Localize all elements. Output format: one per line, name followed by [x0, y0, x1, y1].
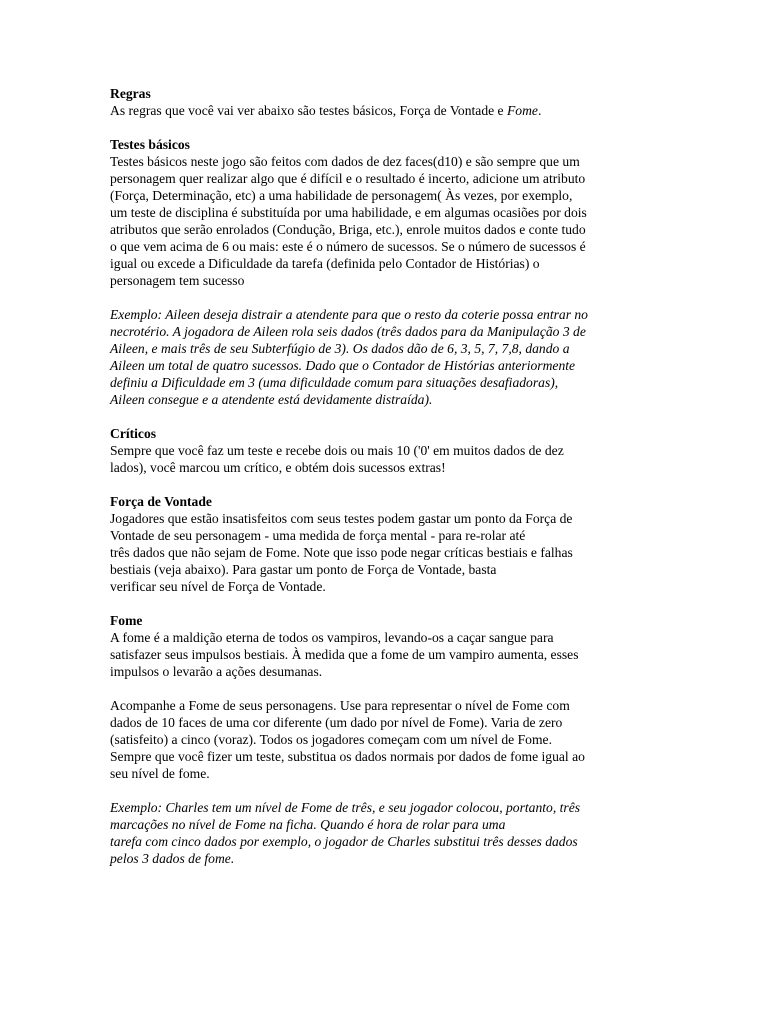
forca-line: verificar seu nível de Força de Vontade. — [110, 579, 326, 594]
exemplo-aileen-line: Aileen, e mais três de seu Subterfúgio de 3). Os dados dão de 6, 3, 5, 7, 7,8, dando a — [110, 341, 570, 356]
testes-line: (Força, Determinação, etc) a uma habilidade de personagem( Às vezes, por exemplo, — [110, 188, 573, 203]
heading-regras: Regras — [110, 86, 151, 101]
section-exemplo-charles — [110, 799, 660, 867]
testes-line: atributos que serão enrolados (Condução, Briga, etc.), enrole muitos dados e conte tudo — [110, 222, 586, 237]
fome-line: seu nível de fome. — [110, 766, 210, 781]
testes-line: personagem quer realizar algo que é difícil e o resultado é incerto, adicione um atributo — [110, 171, 586, 186]
section-exemplo-aileen — [110, 306, 660, 408]
forca-line: bestiais (veja abaixo). Para gastar um ponto de Força de Vontade, basta — [110, 562, 497, 577]
fome-line: satisfazer seus impulsos bestiais. À medida que a fome de um vampiro aumenta, esses — [110, 647, 579, 662]
exemplo-aileen-line: Aileen consegue e a atendente está devidamente distraída). — [110, 392, 433, 407]
forca-line: Vontade de seu personagem - uma medida de força mental - para re-rolar até — [110, 528, 526, 543]
heading-criticos: Críticos — [110, 426, 157, 441]
exemplo-aileen-line: Aileen um total de quatro sucessos. Dado que o Contador de Histórias anteriormente — [110, 358, 576, 373]
exemplo-aileen-line: necrotério. A jogadora de Aileen rola seis dados (três dados para da Manipulação 3 de — [110, 324, 586, 339]
criticos-line: lados), você marcou um crítico, e obtém dois sucessos extras! — [110, 460, 446, 475]
fome-paragraph-2 — [110, 697, 660, 782]
forca-line: três dados que não sejam de Fome. Note que isso pode negar críticas bestiais e falhas — [110, 545, 573, 560]
exemplo-charles-line: Exemplo: Charles tem um nível de Fome de três, e seu jogador colocou, portanto, três — [110, 800, 581, 815]
regras-text-pre: As regras que você vai ver abaixo são testes básicos, Força de Vontade e — [110, 103, 507, 118]
testes-line: um teste de disciplina é substituída por uma habilidade, e em algumas ocasiões por dois — [110, 205, 587, 220]
section-fome — [110, 612, 660, 782]
testes-line: personagem tem sucesso — [110, 273, 245, 288]
fome-line: Sempre que você fizer um teste, substitua os dados normais por dados de fome igual ao — [110, 749, 585, 764]
document-page — [110, 85, 660, 884]
fome-line: Acompanhe a Fome de seus personagens. Use para representar o nível de Fome com — [110, 698, 570, 713]
fome-line: A fome é a maldição eterna de todos os vampiros, levando-os a caçar sangue para — [110, 630, 554, 645]
section-criticos — [110, 425, 660, 476]
testes-line: Testes básicos neste jogo são feitos com dados de dez faces(d10) e são sempre que um — [110, 154, 580, 169]
testes-line: o que vem acima de 6 ou mais: este é o número de sucessos. Se o número de sucessos é — [110, 239, 586, 254]
regras-text-fome: Fome — [507, 103, 538, 118]
exemplo-aileen-line: definiu a Dificuldade em 3 (uma dificuldade comum para situações desafiadoras), — [110, 375, 559, 390]
heading-forca-de-vontade: Força de Vontade — [110, 494, 212, 509]
criticos-line: Sempre que você faz um teste e recebe dois ou mais 10 ('0' em muitos dados de dez — [110, 443, 564, 458]
forca-line: Jogadores que estão insatisfeitos com seus testes podem gastar um ponto da Força de — [110, 511, 573, 526]
testes-line: igual ou excede a Dificuldade da tarefa (definida pelo Contador de Histórias) o — [110, 256, 540, 271]
exemplo-charles-line: pelos 3 dados de fome. — [110, 851, 235, 866]
exemplo-charles-line: tarefa com cinco dados por exemplo, o jogador de Charles substitui três desses dados — [110, 834, 578, 849]
section-regras — [110, 85, 660, 119]
regras-text — [110, 102, 660, 119]
section-testes-basicos — [110, 136, 660, 289]
section-forca-de-vontade — [110, 493, 660, 595]
fome-paragraph-1 — [110, 612, 660, 680]
heading-testes-basicos: Testes básicos — [110, 137, 190, 152]
heading-fome: Fome — [110, 613, 143, 628]
fome-line: dados de 10 faces de uma cor diferente (um dado por nível de Fome). Varia de zero — [110, 715, 563, 730]
regras-text-post: . — [537, 103, 542, 118]
fome-line: impulsos o levarão a ações desumanas. — [110, 664, 323, 679]
exemplo-charles-line: marcações no nível de Fome na ficha. Quando é hora de rolar para uma — [110, 817, 506, 832]
fome-line: (satisfeito) a cinco (voraz). Todos os jogadores começam com um nível de Fome. — [110, 732, 552, 747]
exemplo-aileen-line: Exemplo: Aileen deseja distrair a atendente para que o resto da coterie possa entrar no — [110, 307, 588, 322]
